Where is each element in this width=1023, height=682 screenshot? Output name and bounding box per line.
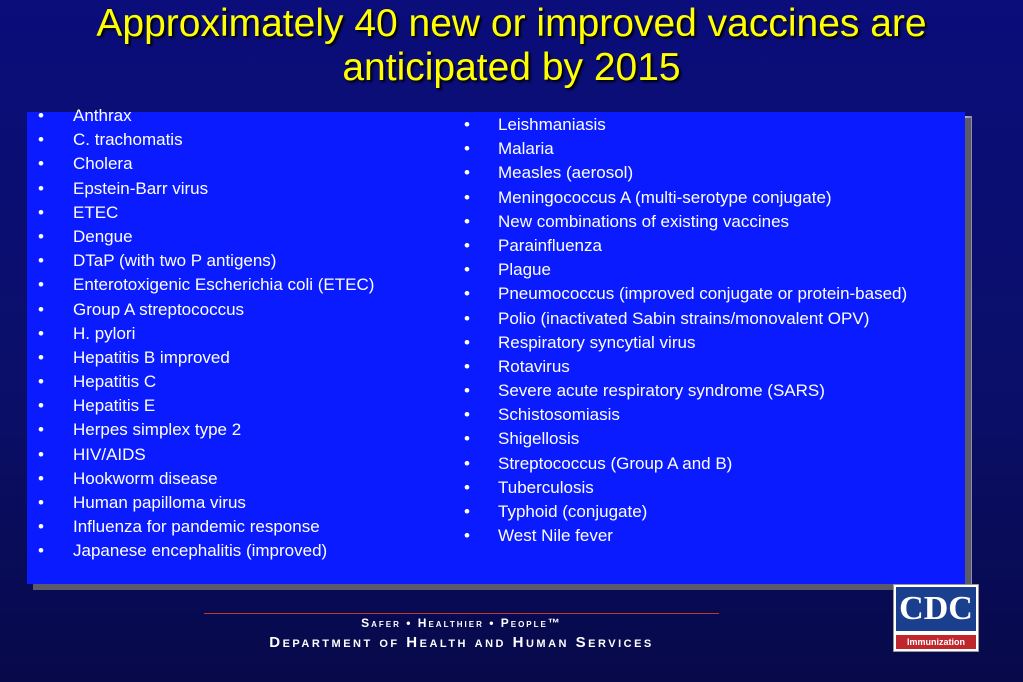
- list-item-label: Hookworm disease: [73, 468, 218, 488]
- footer-divider: [204, 613, 719, 614]
- list-item: [30, 517, 445, 537]
- bullet-icon: •: [464, 235, 470, 255]
- list-item: [30, 227, 445, 247]
- cdc-logo-text: CDC: [896, 587, 976, 631]
- list-item-label: Plague: [498, 260, 551, 280]
- cdc-logo: [893, 584, 979, 652]
- list-item-label: Meningococcus A (multi-serotype conjugate): [498, 187, 832, 207]
- bullet-icon: •: [38, 444, 44, 464]
- slide-title: Approximately 40 new or improved vaccines are anticipated by 2015: [96, 2, 927, 89]
- list-item-label: DTaP (with two P antigens): [73, 251, 277, 271]
- list-item: [458, 188, 948, 208]
- list-item: [458, 309, 948, 329]
- list-item: [458, 236, 948, 256]
- bullet-icon: •: [38, 106, 44, 125]
- list-item-label: Streptococcus (Group A and B): [498, 453, 733, 473]
- bullet-icon: •: [38, 275, 44, 295]
- bullet-icon: •: [464, 187, 470, 207]
- bullet-icon: •: [38, 517, 44, 537]
- list-item: [30, 275, 445, 295]
- bullet-icon: •: [38, 468, 44, 488]
- bullet-icon: •: [38, 226, 44, 246]
- list-item-label: Parainfluenza: [498, 235, 602, 255]
- list-item-label: Dengue: [73, 226, 133, 246]
- bullet-icon: •: [38, 154, 44, 174]
- bullet-icon: •: [464, 284, 470, 304]
- list-item-label: Cholera: [73, 154, 133, 174]
- list-item-label: Leishmaniasis: [498, 115, 606, 134]
- bullet-icon: •: [464, 381, 470, 401]
- bullet-icon: •: [38, 347, 44, 367]
- list-item: [30, 420, 445, 440]
- list-item: [30, 203, 445, 223]
- list-item-label: Measles (aerosol): [498, 163, 634, 183]
- list-item: [30, 541, 445, 561]
- bullet-icon: •: [464, 477, 470, 497]
- bullet-icon: •: [464, 356, 470, 376]
- list-item-label: Influenza for pandemic response: [73, 517, 320, 537]
- cdc-logo-subtext: Immunization: [896, 635, 976, 649]
- list-item: [458, 115, 948, 135]
- list-item-label: Typhoid (conjugate): [498, 502, 648, 521]
- bullet-icon: •: [38, 420, 44, 440]
- list-item: [30, 493, 445, 513]
- list-item: [458, 357, 948, 377]
- bullet-icon: •: [464, 526, 470, 546]
- list-item-label: Japanese encephalitis (improved): [73, 541, 328, 561]
- list-item: [458, 405, 948, 425]
- list-item: [30, 396, 445, 416]
- bullet-icon: •: [464, 453, 470, 473]
- bullet-icon: •: [464, 429, 470, 449]
- list-item-label: Epstein-Barr virus: [73, 178, 209, 198]
- list-item: [30, 106, 445, 126]
- list-item: [458, 454, 948, 474]
- list-item: [30, 179, 445, 199]
- bullet-icon: •: [38, 202, 44, 222]
- list-item-label: Shigellosis: [498, 429, 580, 449]
- list-item-label: Schistosomiasis: [498, 405, 620, 425]
- list-item-label: Respiratory syncytial virus: [498, 332, 696, 352]
- list-item: [458, 260, 948, 280]
- list-item-label: C. trachomatis: [73, 130, 183, 150]
- bullet-icon: •: [38, 251, 44, 271]
- vaccine-list-left: [30, 106, 445, 566]
- list-item-label: ETEC: [73, 202, 119, 222]
- list-item: [30, 348, 445, 368]
- bullet-icon: •: [38, 396, 44, 416]
- bullet-icon: •: [38, 541, 44, 561]
- list-item: [30, 251, 445, 271]
- list-item: [458, 502, 948, 522]
- list-item: [458, 284, 948, 304]
- list-item-label: Tuberculosis: [498, 477, 594, 497]
- list-item-label: Herpes simplex type 2: [73, 420, 242, 440]
- bullet-icon: •: [38, 178, 44, 198]
- list-item: [458, 526, 948, 546]
- bullet-icon: •: [38, 323, 44, 343]
- list-item-label: Severe acute respiratory syndrome (SARS): [498, 381, 825, 401]
- list-item-label: Polio (inactivated Sabin strains/monovalent OPV): [498, 308, 870, 328]
- list-item-label: New combinations of existing vaccines: [498, 211, 790, 231]
- list-item: [30, 372, 445, 392]
- bullet-icon: •: [464, 308, 470, 328]
- bullet-icon: •: [464, 115, 470, 134]
- list-item: [30, 324, 445, 344]
- footer-department: Department of Health and Human Services: [269, 634, 654, 651]
- list-item: [30, 300, 445, 320]
- list-item-label: Malaria: [498, 139, 554, 159]
- list-item-label: West Nile fever: [498, 526, 613, 546]
- bullet-icon: •: [464, 502, 470, 521]
- list-item: [30, 154, 445, 174]
- vaccine-list-right: [458, 115, 948, 550]
- list-item-label: HIV/AIDS: [73, 444, 146, 464]
- list-item: [458, 429, 948, 449]
- list-item: [30, 445, 445, 465]
- list-item-label: Human papilloma virus: [73, 493, 246, 512]
- list-item-label: Anthrax: [73, 106, 132, 125]
- footer-tagline: Safer • Healthier • People™: [361, 616, 562, 630]
- list-item-label: Hepatitis B improved: [73, 347, 230, 367]
- bullet-icon: •: [38, 372, 44, 392]
- list-item-label: Hepatitis C: [73, 372, 157, 392]
- bullet-icon: •: [464, 260, 470, 280]
- list-item: [458, 381, 948, 401]
- bullet-icon: •: [464, 139, 470, 159]
- list-item-label: Rotavirus: [498, 356, 570, 376]
- list-item-label: Group A streptococcus: [73, 299, 245, 319]
- bullet-icon: •: [464, 163, 470, 183]
- bullet-icon: •: [38, 493, 44, 512]
- list-item-label: H. pylori: [73, 323, 136, 343]
- list-item: [458, 212, 948, 232]
- bullet-icon: •: [38, 299, 44, 319]
- list-item-label: Enterotoxigenic Escherichia coli (ETEC): [73, 275, 375, 295]
- list-item-label: Pneumococcus (improved conjugate or protein-based): [498, 284, 908, 304]
- bullet-icon: •: [464, 405, 470, 425]
- list-item: [458, 163, 948, 183]
- list-item: [30, 130, 445, 150]
- list-item: [458, 139, 948, 159]
- list-item: [458, 478, 948, 498]
- list-item: [458, 333, 948, 353]
- bullet-icon: •: [38, 130, 44, 150]
- bullet-icon: •: [464, 332, 470, 352]
- bullet-icon: •: [464, 211, 470, 231]
- list-item-label: Hepatitis E: [73, 396, 156, 416]
- list-item: [30, 469, 445, 489]
